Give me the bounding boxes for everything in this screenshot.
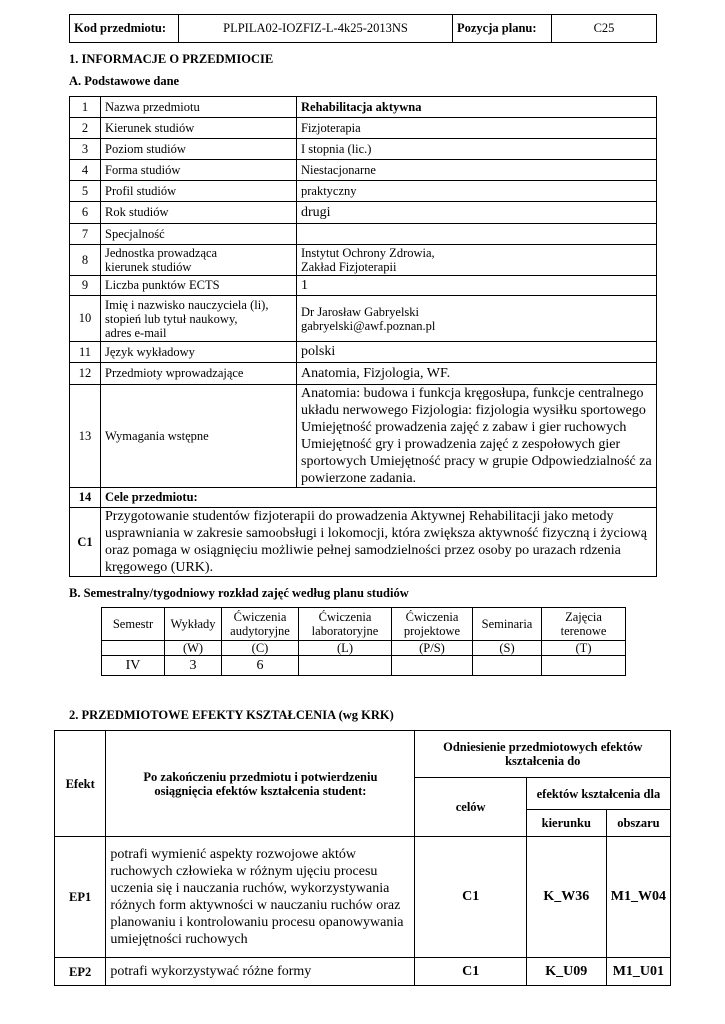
col-code: (P/S) xyxy=(392,641,473,656)
col-header: kierunku xyxy=(526,810,606,837)
row-value: praktyczny xyxy=(297,181,657,202)
table-row xyxy=(70,118,657,139)
col-header: celów xyxy=(415,778,526,837)
row-value: 1 xyxy=(297,276,657,296)
code-value: PLPILA02-IOZFIZ-L-4k25-2013NS xyxy=(179,15,453,43)
outcome-id: EP1 xyxy=(55,837,106,958)
prerequisites-text: Anatomia: budowa i funkcja kręgosłupa, funkcje centralnego układu nerwowego Fizjologia: fizjologia wysiłku sportowego Umiejętność prowadzenia zajęć z zabaw i gier ruchowych Umiejętność gry i prowadzenia zajęć z zespołowych gier sportowych Umiejętność pracy w grupie Odpowiedzialność za powierzone zadania. xyxy=(297,385,657,488)
position-value: C25 xyxy=(552,15,657,43)
auditory-value: 6 xyxy=(222,656,299,676)
outcome-area: M1_W04 xyxy=(606,837,670,958)
section-b-title: B. Semestralny/tygodniowy rozkład zajęć według planu studiów xyxy=(69,586,409,600)
row-number: 12 xyxy=(70,363,101,385)
table-row xyxy=(70,385,657,488)
row-label: Poziom studiów xyxy=(101,139,297,160)
row-number: 3 xyxy=(70,139,101,160)
outcome-major: K_W36 xyxy=(526,837,606,958)
row-label: Specjalność xyxy=(101,224,297,245)
section2-title: 2. PRZEDMIOTOWE EFEKTY KSZTAŁCENIA (wg KRK) xyxy=(69,708,394,722)
col-code: (L) xyxy=(299,641,392,656)
row-label: stopień lub tytuł naukowy, xyxy=(105,311,238,326)
row-label: Forma studiów xyxy=(101,160,297,181)
course-name: Rehabilitacja aktywna xyxy=(297,97,657,118)
table-row xyxy=(70,97,657,118)
row-number: 5 xyxy=(70,181,101,202)
row-label: Liczba punktów ECTS xyxy=(101,276,297,296)
col-code: (C) xyxy=(222,641,299,656)
table-row xyxy=(70,160,657,181)
col-header: Ćwiczenia laboratoryjne xyxy=(299,608,392,641)
row-value: I stopnia (lic.) xyxy=(297,139,657,160)
table-row xyxy=(102,656,626,676)
semester-value: IV xyxy=(102,656,165,676)
table-row xyxy=(102,641,626,656)
row-label: Imię i nazwisko nauczyciela (li), xyxy=(105,297,269,312)
row-label: Rok studiów xyxy=(101,202,297,224)
course-goal-text: Przygotowanie studentów fizjoterapii do prowadzenia Aktywnej Rehabilitacji jako metody usprawniania w zakresie samoobsługi i lokomocji, która zwiększa aktywność fizyczną i życiową oraz pomaga w osiągnięciu możliwie pełnej samodzielności przez osoby po urazach rdzenia kręgowego (URK). xyxy=(101,508,657,577)
col-header: Odniesienie przedmiotowych efektów kształcenia do xyxy=(415,731,671,778)
table-row xyxy=(70,508,657,577)
code-label: Kod przedmiotu: xyxy=(70,15,179,43)
schedule-table xyxy=(101,607,626,676)
table-row xyxy=(55,837,671,958)
row-label: Wymagania wstępne xyxy=(101,385,297,488)
row-value: polski xyxy=(297,342,657,363)
outcome-desc: potrafi wykorzystywać różne formy xyxy=(106,958,415,986)
table-row xyxy=(55,958,671,986)
outcomes-table xyxy=(54,730,671,986)
row-label: Przedmioty wprowadzające xyxy=(101,363,297,385)
row-number: 13 xyxy=(70,385,101,488)
row-number: 10 xyxy=(70,296,101,342)
row-value: drugi xyxy=(297,202,657,224)
col-header: Ćwiczenia audytoryjne xyxy=(222,608,299,641)
table-row xyxy=(70,245,657,276)
row-label: Profil studiów xyxy=(101,181,297,202)
row-label: Kierunek studiów xyxy=(101,118,297,139)
col-code: (T) xyxy=(542,641,626,656)
row-value: Zakład Fizjoterapii xyxy=(301,260,397,274)
lab-value xyxy=(299,656,392,676)
row-label: adres e-mail xyxy=(105,325,167,340)
teacher-name: Dr Jarosław Gabryelski xyxy=(301,304,420,319)
col-header: efektów kształcenia dla xyxy=(526,778,670,810)
row-value: Fizjoterapia xyxy=(297,118,657,139)
row-label: Jednostka prowadząca xyxy=(105,246,218,260)
outcome-major: K_U09 xyxy=(526,958,606,986)
row-number: C1 xyxy=(70,508,101,577)
col-header: Zajęcia terenowe xyxy=(542,608,626,641)
outcome-goal: C1 xyxy=(415,837,526,958)
section1-title: 1. INFORMACJE O PRZEDMIOCIE xyxy=(69,52,274,66)
col-header: obszaru xyxy=(606,810,670,837)
position-label: Pozycja planu: xyxy=(453,15,552,43)
row-value xyxy=(297,224,657,245)
basic-data-table xyxy=(69,96,657,577)
project-value xyxy=(392,656,473,676)
table-row xyxy=(70,363,657,385)
outcome-area: M1_U01 xyxy=(606,958,670,986)
outcome-desc: potrafi wymienić aspekty rozwojowe aktów ruchowych człowieka w różnym ujęciu procesu uczenia się i nauczania ruchów, wykorzystywania różnych form aktywności w nauczaniu ruchów oraz planowaniu i kontrolowaniu procesu opanowywania umiejętności ruchowych xyxy=(106,837,415,958)
table-row xyxy=(70,296,657,342)
table-row xyxy=(70,342,657,363)
row-label: Język wykładowy xyxy=(101,342,297,363)
row-number: 11 xyxy=(70,342,101,363)
row-number: 7 xyxy=(70,224,101,245)
row-value: Anatomia, Fizjologia, WF. xyxy=(297,363,657,385)
col-header: Semestr xyxy=(102,608,165,641)
row-number: 9 xyxy=(70,276,101,296)
outcome-id: EP2 xyxy=(55,958,106,986)
subsection-a-title: A. Podstawowe dane xyxy=(69,74,180,88)
col-header: Ćwiczenia projektowe xyxy=(392,608,473,641)
row-number: 6 xyxy=(70,202,101,224)
col-header: Po zakończeniu przedmiotu i potwierdzeniu osiągnięcia efektów kształcenia student: xyxy=(106,731,415,837)
row-label: Nazwa przedmiotu xyxy=(101,97,297,118)
row-number: 2 xyxy=(70,118,101,139)
table-row xyxy=(70,224,657,245)
outcome-goal: C1 xyxy=(415,958,526,986)
col-header: Wykłady xyxy=(165,608,222,641)
field-value xyxy=(542,656,626,676)
table-row xyxy=(70,181,657,202)
row-label: Cele przedmiotu: xyxy=(101,488,657,508)
row-number: 1 xyxy=(70,97,101,118)
table-row xyxy=(55,731,671,778)
row-value: Instytut Ochrony Zdrowia, xyxy=(301,246,435,260)
table-row xyxy=(70,139,657,160)
row-value: Niestacjonarne xyxy=(297,160,657,181)
table-row xyxy=(70,488,657,508)
row-number: 8 xyxy=(70,245,101,276)
table-row xyxy=(102,608,626,641)
teacher-email[interactable]: gabryelski@awf.poznan.pl xyxy=(301,318,436,333)
row-number: 4 xyxy=(70,160,101,181)
col-code: (S) xyxy=(473,641,542,656)
row-number: 14 xyxy=(70,488,101,508)
table-row xyxy=(70,202,657,224)
seminar-value xyxy=(473,656,542,676)
course-code-table xyxy=(69,14,657,43)
lectures-value: 3 xyxy=(165,656,222,676)
col-header: Efekt xyxy=(55,731,106,837)
row-label: kierunek studiów xyxy=(105,260,192,274)
col-header: Seminaria xyxy=(473,608,542,641)
col-code: (W) xyxy=(165,641,222,656)
table-row xyxy=(70,276,657,296)
